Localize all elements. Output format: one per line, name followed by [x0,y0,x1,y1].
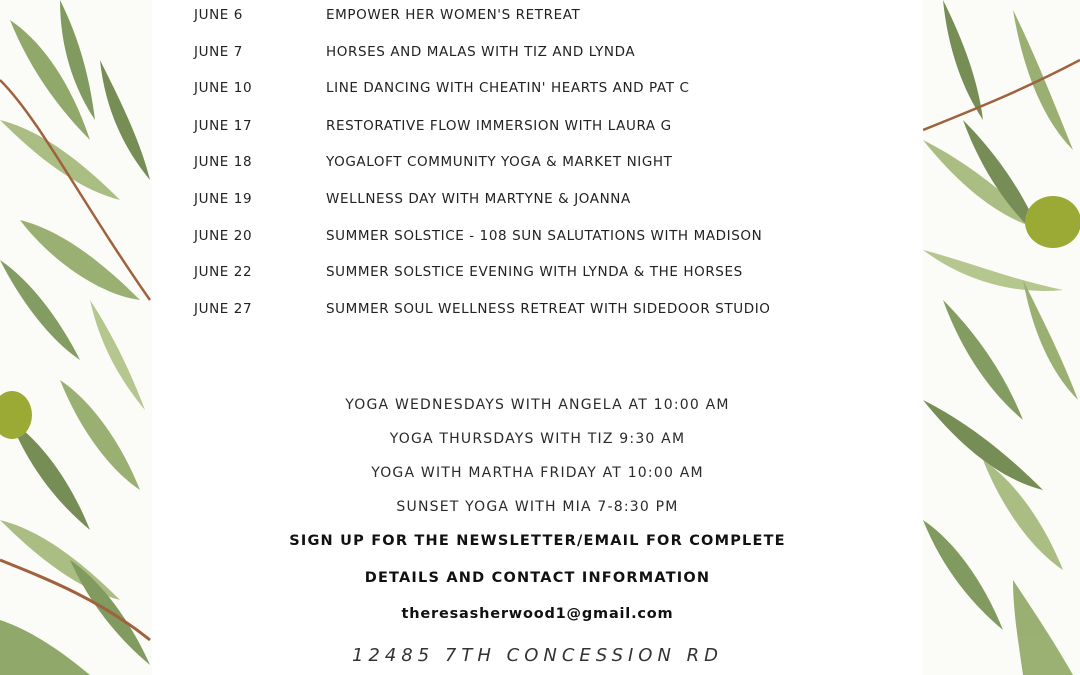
event-row [152,150,923,178]
contact-email[interactable]: theresasherwood1@gmail.com [401,606,674,622]
event-title: YOGALOFT COMMUNITY YOGA & MARKET NIGHT [326,154,673,170]
event-title: SUMMER SOLSTICE - 108 SUN SALUTATIONS WITH MADISON [326,228,763,244]
event-date: JUNE 6 [194,7,243,23]
olive-branch-right-art [923,0,1080,675]
weekly-class-sunset: SUNSET YOGA WITH MIA 7-8:30 PM [396,499,679,515]
event-title: SUMMER SOUL WELLNESS RETREAT WITH SIDEDOOR STUDIO [326,301,771,317]
event-date: JUNE 10 [194,80,253,96]
event-date: JUNE 22 [194,264,253,280]
weekly-class-friday: YOGA WITH MARTHA FRIDAY AT 10:00 AM [371,465,704,481]
event-title: RESTORATIVE FLOW IMMERSION WITH LAURA G [326,118,672,134]
weekly-class-thursday: YOGA THURSDAYS WITH TIZ 9:30 AM [389,431,686,447]
event-date: JUNE 27 [194,301,253,317]
event-title: HORSES AND MALAS WITH TIZ AND LYNDA [326,44,636,60]
olive-branch-border-left [0,0,152,675]
address: 12485 7TH CONCESSION RD [351,645,724,666]
event-row [152,187,923,215]
event-date: JUNE 18 [194,154,253,170]
newsletter-cta-line-1: SIGN UP FOR THE NEWSLETTER/EMAIL FOR COMPLETE [289,533,786,549]
olive-branch-left-art [0,0,152,675]
event-row [152,260,923,288]
event-title: EMPOWER HER WOMEN'S RETREAT [326,7,581,23]
event-row [152,297,923,325]
event-row [152,76,923,104]
event-row [152,40,923,68]
event-date: JUNE 7 [194,44,243,60]
event-title: LINE DANCING WITH CHEATIN' HEARTS AND PAT C [326,80,690,96]
event-row [152,224,923,252]
event-title: WELLNESS DAY WITH MARTYNE & JOANNA [326,191,631,207]
event-title: SUMMER SOLSTICE EVENING WITH LYNDA & THE HORSES [326,264,743,280]
event-row [152,3,923,31]
newsletter-cta-line-2: DETAILS AND CONTACT INFORMATION [364,570,711,586]
event-date: JUNE 19 [194,191,253,207]
event-row [152,114,923,142]
weekly-class-wednesday: YOGA WEDNESDAYS WITH ANGELA AT 10:00 AM [345,397,730,413]
event-date: JUNE 17 [194,118,253,134]
event-date: JUNE 20 [194,228,253,244]
event-schedule [152,0,923,675]
olive-branch-border-right [923,0,1080,675]
